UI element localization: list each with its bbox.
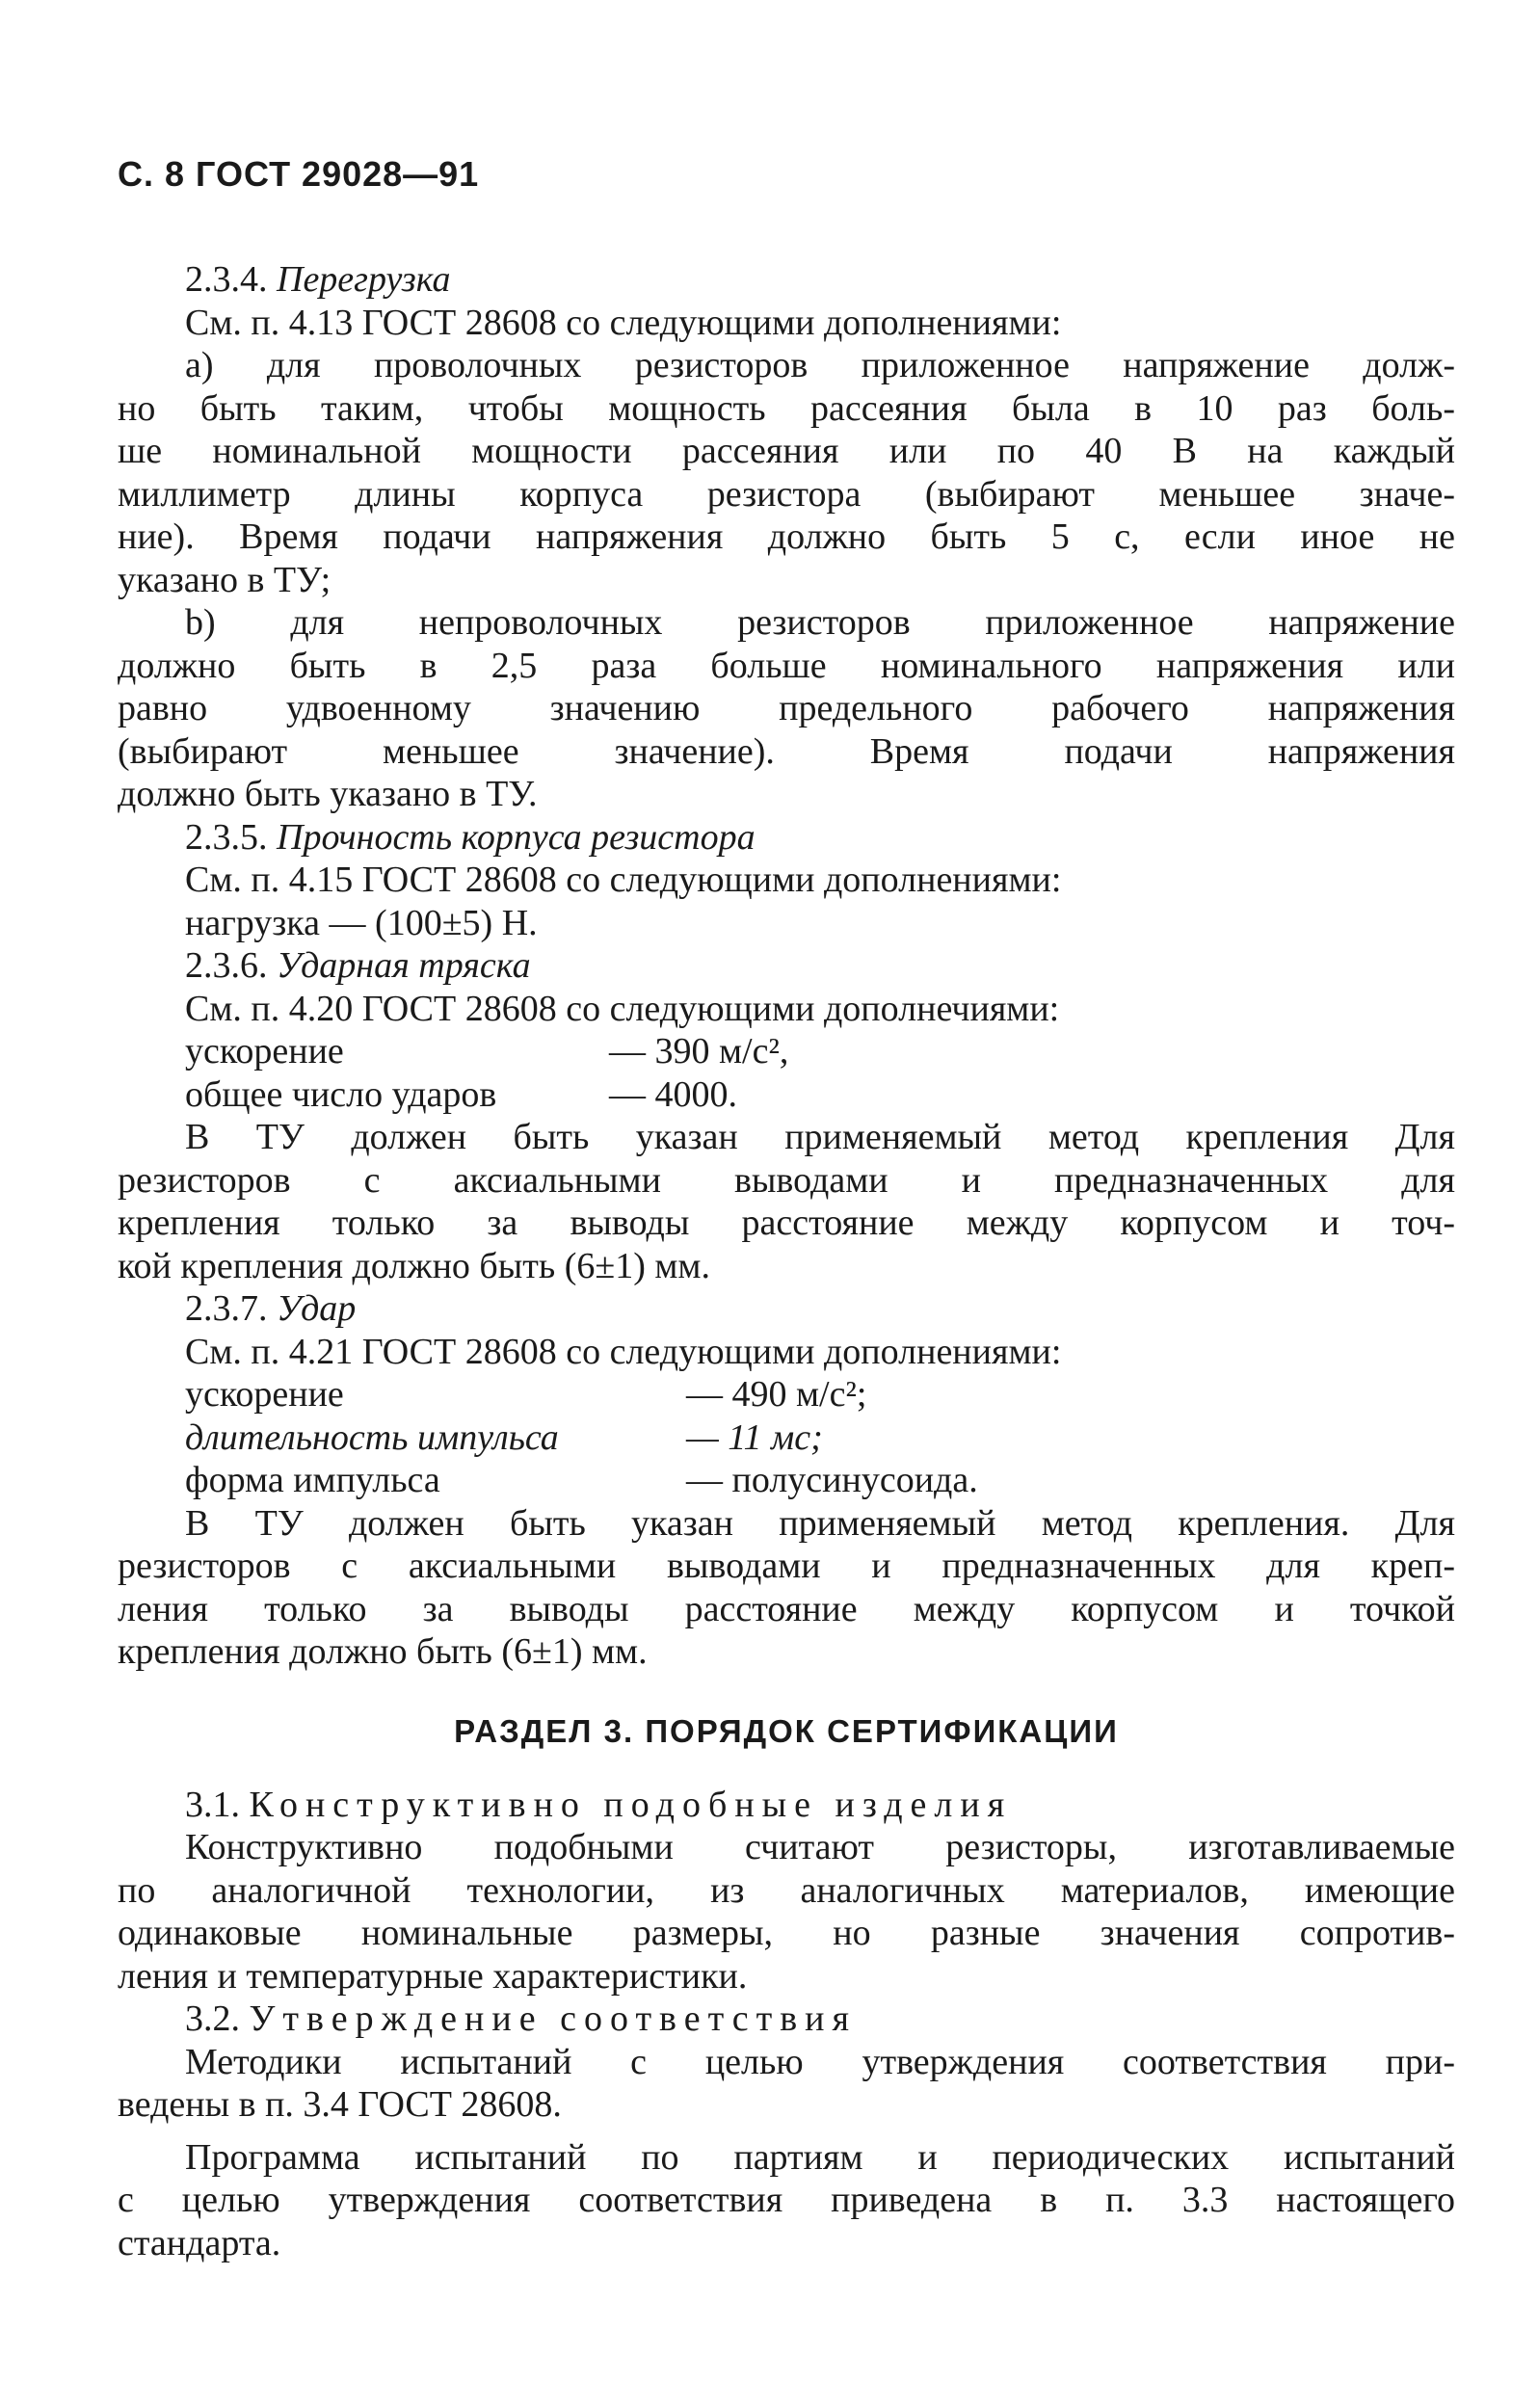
text-line: резисторов с аксиальными выводами и предназначенных для: [118, 1159, 1455, 1201]
text-line: ведены в п. 3.4 ГОСТ 28608.: [118, 2084, 562, 2125]
text-line: ше номинальной мощности рассеяния или по 40 В на каждый: [118, 431, 1455, 471]
text-line: по аналогичной технологии, из аналогичных материалов, имеющие: [118, 1869, 1455, 1911]
text-line: с целью утверждения соответствия приведена в п. 3.3 настоящего: [118, 2180, 1455, 2220]
param-row: [118, 1416, 1455, 1460]
param-value: — 11 мс;: [686, 1416, 823, 1458]
param-value: — полусинусоида.: [686, 1460, 978, 1500]
text-line: крепления должно быть (6±1) мм.: [118, 1631, 648, 1672]
clause-number: 2.3.6.: [185, 945, 268, 986]
text-line: В ТУ должен быть указан применяемый метод крепления. Для: [185, 1502, 1455, 1544]
param-name: ускорение: [185, 1374, 344, 1415]
clause-number: 3.2.: [185, 1998, 240, 2039]
text-line: (выбирают меньшее значение). Время подачи напряжения: [118, 730, 1455, 772]
clause-2-3-4-heading: [118, 258, 1455, 302]
text-line: ние). Время подачи напряжения должно быть 5 с, если иное не: [118, 516, 1455, 557]
param-row: [118, 1073, 1455, 1117]
clause-2-3-6-heading: [118, 944, 1455, 988]
text-line: а) для проволочных резисторов приложенное напряжение долж-: [185, 345, 1455, 385]
text-line: Методики испытаний с целью утверждения соответствия при-: [185, 2041, 1455, 2082]
text-line: резисторов с аксиальными выводами и предназначенных для креп-: [118, 1546, 1455, 1586]
clause-3-1-heading: [118, 1784, 1455, 1827]
clause-3-2-paragraph-2: [118, 2136, 1455, 2265]
param-name: длительность импульса: [185, 1416, 559, 1458]
param-row: [118, 1373, 1455, 1416]
text-line: должно быть в 2,5 раза больше номинального напряжения или: [118, 645, 1455, 686]
clause-number: 2.3.5.: [185, 816, 268, 858]
clause-title: Удар: [277, 1288, 357, 1329]
text-line: Программа испытаний по партиям и периодических испытаний: [185, 2136, 1455, 2178]
text-line: крепления только за выводы расстояние между корпусом и точ-: [118, 1203, 1455, 1243]
clause-3-1-text: [118, 1826, 1455, 1998]
clause-2-3-5-intro: См. п. 4.15 ГОСТ 28608 со следующими дополнениями:: [185, 860, 1062, 900]
clause-2-3-4-intro: См. п. 4.13 ГОСТ 28608 со следующими дополнениями:: [185, 302, 1062, 343]
param-value: — 390 м/с²,: [609, 1031, 789, 1072]
clause-2-3-6-note: [118, 1116, 1455, 1287]
text-line: кой крепления должно быть (6±1) мм.: [118, 1245, 710, 1286]
clause-2-3-7-heading: [118, 1287, 1455, 1331]
clause-title: Прочность корпуса резистора: [277, 816, 756, 858]
text-line: Конструктивно подобными считают резисторы, изготавливаемые: [185, 1827, 1455, 1867]
text-line: стандарта.: [118, 2222, 281, 2263]
clause-2-3-4-item-b: [118, 601, 1455, 816]
text-line: В ТУ должен быть указан применяемый метод крепления Для: [185, 1117, 1455, 1157]
text-line: b) для непроволочных резисторов приложенное напряжение: [185, 602, 1455, 643]
clause-title: Перегрузка: [277, 259, 451, 300]
text-line: одинаковые номинальные размеры, но разные значения сопротив-: [118, 1913, 1455, 1953]
clause-2-3-7-intro: См. п. 4.21 ГОСТ 28608 со следующими дополнениями:: [185, 1331, 1062, 1372]
clause-number: 2.3.7.: [185, 1288, 268, 1329]
text-line: миллиметр длины корпуса резистора (выбирают меньшее значе-: [118, 473, 1455, 515]
clause-3-2-heading: [118, 1998, 1455, 2041]
clause-number: 2.3.4.: [185, 259, 268, 300]
param-name: форма импульса: [185, 1460, 440, 1500]
param-row: [118, 1459, 1455, 1502]
param-value: — 490 м/с²;: [686, 1374, 867, 1415]
text-line: ления и температурные характеристики.: [118, 1955, 748, 1997]
page-body: [118, 258, 1455, 2264]
clause-title: Утверждение соответствия: [249, 1998, 857, 2039]
text-line: ления только за выводы расстояние между корпусом и точкой: [118, 1588, 1455, 1629]
clause-2-3-5-heading: [118, 816, 1455, 860]
clause-title: Ударная тряска: [277, 945, 531, 986]
text-line: должно быть указано в ТУ.: [118, 774, 538, 814]
text-line: указано в ТУ;: [118, 559, 331, 600]
clause-2-3-5-load: нагрузка — (100±5) Н.: [185, 902, 538, 943]
text-line: равно удвоенному значению предельного рабочего напряжения: [118, 688, 1455, 728]
clause-2-3-7-note: [118, 1502, 1455, 1674]
section-title: РАЗДЕЛ 3. ПОРЯДОК СЕРТИФИКАЦИИ: [454, 1712, 1119, 1749]
clause-2-3-4-item-a: [118, 344, 1455, 601]
param-name: ускорение: [185, 1031, 344, 1072]
clause-title: Конструктивно подобные изделия: [249, 1784, 1013, 1825]
text-line: но быть таким, чтобы мощность рассеяния была в 10 раз боль-: [118, 387, 1455, 429]
clause-3-2-paragraph-1: [118, 2041, 1455, 2127]
param-row: [118, 1030, 1455, 1073]
param-name: общее число ударов: [185, 1073, 497, 1115]
clause-2-3-6-intro: См. п. 4.20 ГОСТ 28608 со следующими дополнечиями:: [185, 988, 1060, 1029]
param-value: — 4000.: [609, 1073, 737, 1115]
running-head: С. 8 ГОСТ 29028—91: [118, 154, 480, 194]
clause-number: 3.1.: [185, 1784, 240, 1825]
